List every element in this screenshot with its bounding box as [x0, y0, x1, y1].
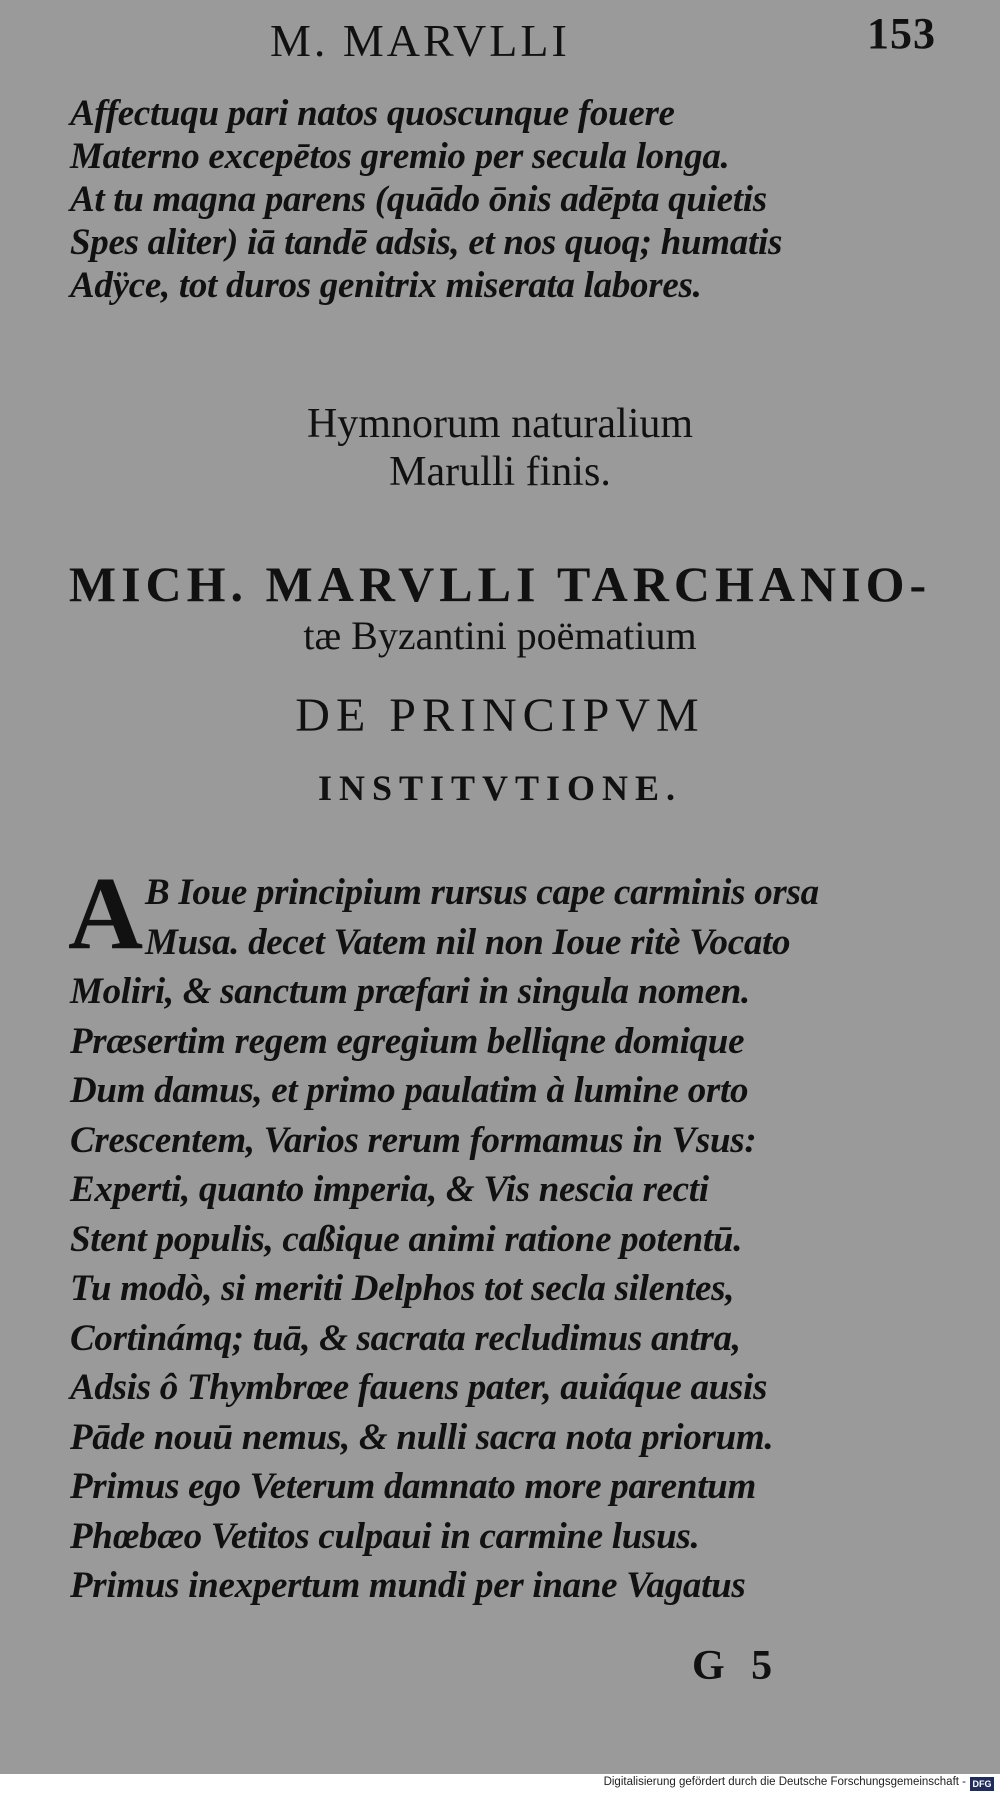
page-number: 153: [867, 9, 936, 58]
verse-line: Cortinámq; tuā, & sacrata recludimus antra,: [70, 1317, 741, 1359]
verse-line: Crescentem, Varios rerum formamus in Vsus:: [70, 1119, 757, 1161]
verse-line: At tu magna parens (quādo ōnis adēpta quietis: [70, 179, 767, 220]
colophon: [0, 400, 1000, 496]
verse-line: Spes aliter) iā tandē adsis, et nos quoq; humatis: [70, 222, 783, 263]
drop-cap: A: [68, 856, 144, 971]
signature-mark: G 5: [692, 1643, 781, 1689]
verse-line: Phœbæo Vetitos culpaui in carmine lusus.: [70, 1515, 700, 1557]
dfg-logo-icon: DFG: [970, 1777, 994, 1791]
verse-line: Tu modò, si meriti Delphos tot secla silentes,: [70, 1268, 735, 1309]
section-title-line3: DE PRINCIPVM: [295, 689, 705, 742]
verse-line: Adsis ô Thymbrœe fauens pater, auiáque ausis: [70, 1367, 768, 1408]
funding-credit: Digitalisierung gefördert durch die Deutsche Forschungsgemeinschaft -: [603, 1776, 966, 1788]
verse-block-top: [70, 92, 950, 307]
verse-line: Primus ego Veterum damnato more parentum: [70, 1466, 756, 1507]
verse-line: Primus inexpertum mundi per inane Vagatus: [70, 1565, 746, 1606]
verse-line: Experti, quanto imperia, & Vis nescia recti: [70, 1169, 709, 1210]
verse-line: B Ioue principium rursus cape carminis orsa: [145, 872, 819, 913]
verse-line: Pāde nouū nemus, & nulli sacra nota priorum.: [70, 1416, 774, 1458]
verse-line: Dum damus, et primo paulatim à lumine orto: [70, 1070, 749, 1111]
section-subtitle: tæ Byzantini poëmatium: [303, 613, 697, 658]
verse-line: Stent populis, caßique animi ratione potentū.: [70, 1218, 743, 1260]
running-head: M. MARVLLI: [270, 15, 570, 66]
colophon-line: Marulli finis.: [389, 449, 611, 495]
colophon-line: Hymnorum naturalium: [306, 401, 694, 447]
verse-line: Moliri, & sanctum præfari in singula nomen.: [70, 971, 751, 1012]
verse-line: Materno excepētos gremio per secula longa.: [70, 136, 730, 177]
footer-bar: [0, 1774, 1000, 1794]
verse-line: Præsertim regem egregium belliqne domique: [70, 1020, 745, 1062]
section-title: MICH. MARVLLI TARCHANIO-: [68, 556, 932, 612]
verse-line: Musa. decet Vatem nil non Ioue ritè Vocato: [145, 921, 791, 963]
section-title-line4: INSTITVTIONE.: [317, 768, 683, 808]
verse-line: Adÿce, tot duros genitrix miserata labores.: [70, 265, 702, 306]
verse-block-main: [70, 868, 950, 1611]
verse-line: Affectuqu pari natos quoscunque fouere: [70, 93, 675, 134]
